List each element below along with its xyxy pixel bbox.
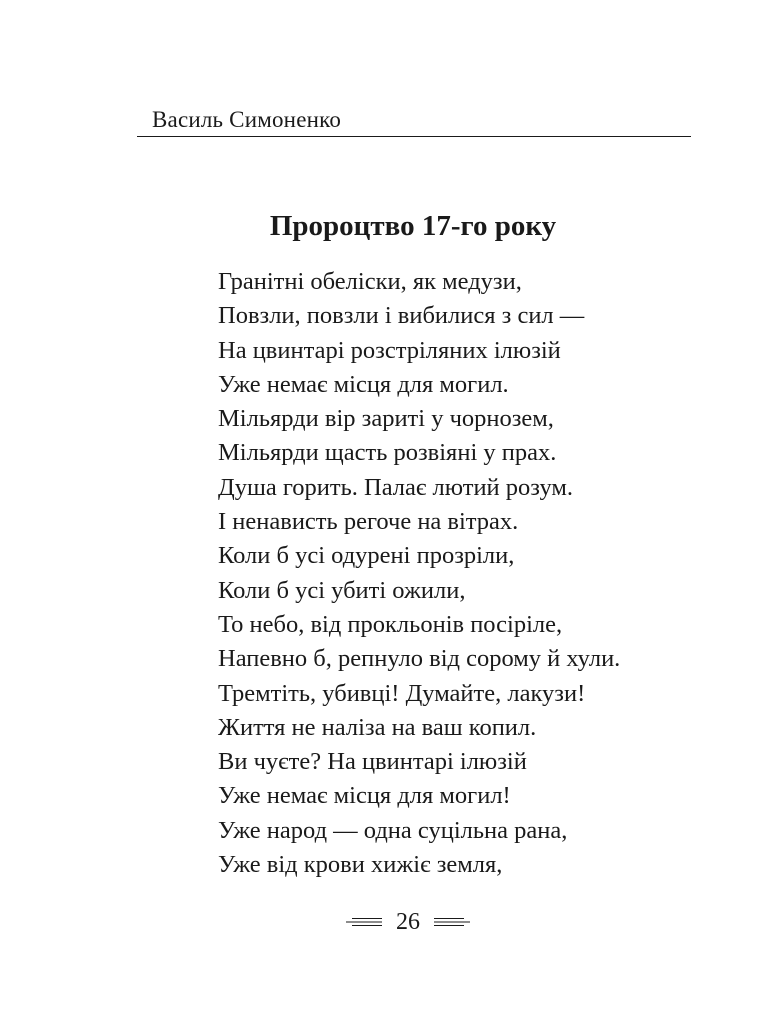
poem-line: Мільярди вір зариті у чорнозем,	[218, 405, 554, 433]
poem-line: Мільярди щасть розвіяні у прах.	[218, 439, 557, 467]
poem-line: Тремтіть, убивці! Думайте, лакузи!	[218, 679, 586, 707]
poem-line: Напевно б, репнуло від сорому й хули.	[218, 645, 621, 673]
page-folio	[346, 907, 470, 937]
triple-line-ornament-icon	[434, 917, 470, 927]
poem-line: Коли б усі одурені прозріли,	[218, 542, 515, 570]
poem-line: Життя не наліза на ваш копил.	[218, 713, 537, 741]
poem-line: Душа горить. Палає лютий розум.	[218, 473, 574, 501]
poem-line: Коли б усі убиті ожили,	[218, 576, 466, 604]
poem-body	[218, 265, 620, 882]
poem-line: І ненависть регоче на вітрах.	[218, 508, 519, 536]
page-number: 26	[396, 909, 420, 935]
running-head-author: Василь Симоненко	[152, 107, 342, 132]
poem-line: Ви чуєте? На цвинтарі ілюзій	[218, 748, 527, 776]
poem-line: То небо, від прокльонів посіріле,	[218, 610, 563, 638]
header-rule	[137, 136, 691, 137]
poem-title: Пророцтво 17-го року	[269, 210, 557, 242]
poem-line: Уже немає місця для могил.	[218, 370, 509, 398]
poem-line: Уже немає місця для могил!	[218, 782, 511, 810]
triple-line-ornament-icon	[346, 917, 382, 927]
poem-line: На цвинтарі розстріляних ілюзій	[218, 336, 561, 364]
poem-line: Уже від крови хижіє земля,	[218, 851, 503, 879]
poem-line: Повзли, повзли і вибилися з сил —	[218, 302, 585, 330]
poem-line: Гранітні обеліски, як медузи,	[218, 268, 522, 295]
poem-line: Уже народ — одна суцільна рана,	[218, 816, 568, 844]
